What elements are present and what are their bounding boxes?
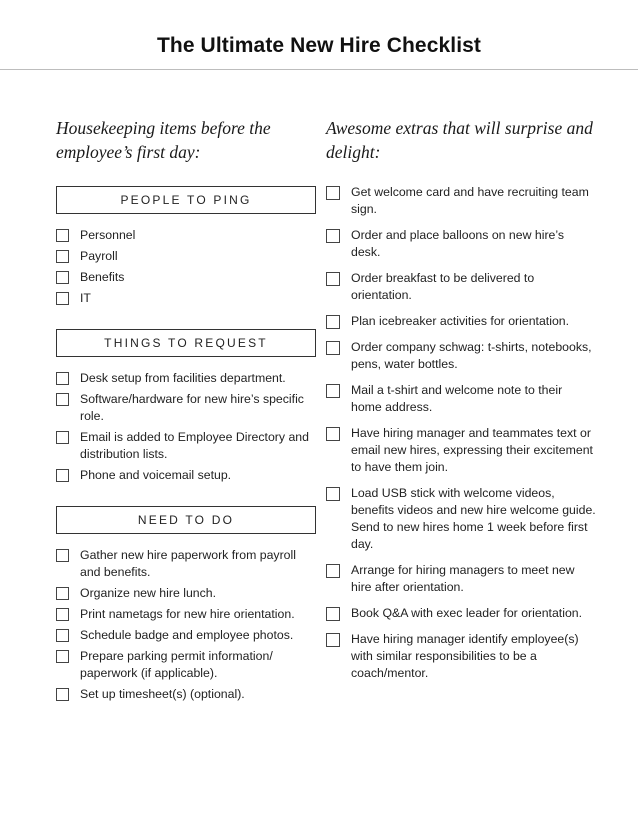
list-item [56,467,316,484]
list-item [326,270,596,304]
checkbox[interactable] [56,271,69,284]
need-to-do-list [56,547,316,703]
item-label: Email is added to Employee Directory and distribution lists. [80,430,309,461]
list-item [56,429,316,463]
item-label: Organize new hire lunch. [80,586,217,600]
right-column [326,116,596,691]
checkbox[interactable] [56,229,69,242]
checkbox[interactable] [326,633,340,647]
checkbox[interactable] [56,431,69,444]
item-label: Phone and voicemail setup. [80,468,232,482]
right-intro: Awesome extras that will surprise and delight: [326,118,593,162]
people-to-ping-list [56,227,316,307]
item-label: Have hiring manager and teammates text or email new hires, expressing their excitement to have them join. [351,426,593,474]
checkbox[interactable] [56,393,69,406]
item-label: Gather new hire paperwork from payroll and benefits. [80,548,296,579]
item-label: IT [80,291,91,305]
list-item [56,686,316,703]
checkbox[interactable] [326,186,340,200]
section-heading-need-to-do: NEED TO DO [56,506,316,534]
list-item [56,269,316,286]
list-item [326,605,596,622]
item-label: Arrange for hiring managers to meet new hire after orientation. [351,563,575,594]
list-item [326,485,596,553]
checkbox[interactable] [56,372,69,385]
checkbox[interactable] [56,469,69,482]
checkbox[interactable] [56,608,69,621]
checkbox[interactable] [56,650,69,663]
checkbox[interactable] [326,607,340,621]
section-heading-things-to-request: THINGS TO REQUEST [56,329,316,357]
left-intro: Housekeeping items before the employee’s first day: [56,118,271,162]
list-item [56,547,316,581]
checkbox[interactable] [326,229,340,243]
list-item [326,184,596,218]
item-label: Order company schwag: t-shirts, notebooks, pens, water bottles. [351,340,592,371]
item-label: Load USB stick with welcome videos, benefits videos and new hire welcome guide. Send to new hires home 1 week before first day. [351,486,596,551]
list-item [56,290,316,307]
list-item [56,585,316,602]
checkbox[interactable] [326,315,340,329]
item-label: Plan icebreaker activities for orientation. [351,314,570,328]
page-title: The Ultimate New Hire Checklist [156,34,482,57]
item-label: Personnel [80,228,136,242]
item-label: Software/hardware for new hire’s specific role. [80,392,304,423]
list-item [56,370,316,387]
checkbox[interactable] [326,384,340,398]
item-label: Have hiring manager identify employee(s) with similar responsibilities to be a coach/mentor. [351,632,579,680]
checkbox[interactable] [56,292,69,305]
things-to-request-list [56,370,316,484]
item-label: Prepare parking permit information/ paperwork (if applicable). [80,649,273,680]
item-label: Print nametags for new hire orientation. [80,607,295,621]
checkbox[interactable] [326,487,340,501]
list-item [326,313,596,330]
checkbox[interactable] [326,341,340,355]
item-label: Set up timesheet(s) (optional). [80,687,245,701]
checkbox[interactable] [326,272,340,286]
list-item [326,425,596,476]
list-item [326,227,596,261]
item-label: Benefits [80,270,125,284]
list-item [56,391,316,425]
list-item [56,606,316,623]
list-item [56,648,316,682]
item-label: Book Q&A with exec leader for orientation. [351,606,583,620]
checkbox[interactable] [56,629,69,642]
item-label: Get welcome card and have recruiting team sign. [351,185,589,216]
list-item [56,227,316,244]
item-label: Mail a t-shirt and welcome note to their home address. [351,383,563,414]
left-column [56,116,316,707]
item-label: Order breakfast to be delivered to orientation. [351,271,535,302]
checkbox[interactable] [326,427,340,441]
list-item [56,627,316,644]
checkbox[interactable] [326,564,340,578]
checkbox[interactable] [56,549,69,562]
item-label: Desk setup from facilities department. [80,371,286,385]
list-item [326,382,596,416]
list-item [326,339,596,373]
checkbox[interactable] [56,250,69,263]
section-heading-people-to-ping: PEOPLE TO PING [56,186,316,214]
item-label: Order and place balloons on new hire’s desk. [351,228,565,259]
title-divider [0,69,638,70]
list-item [56,248,316,265]
checkbox[interactable] [56,587,69,600]
item-label: Schedule badge and employee photos. [80,628,294,642]
list-item [326,631,596,682]
item-label: Payroll [80,249,118,263]
extras-list [326,184,596,682]
list-item [326,562,596,596]
checkbox[interactable] [56,688,69,701]
